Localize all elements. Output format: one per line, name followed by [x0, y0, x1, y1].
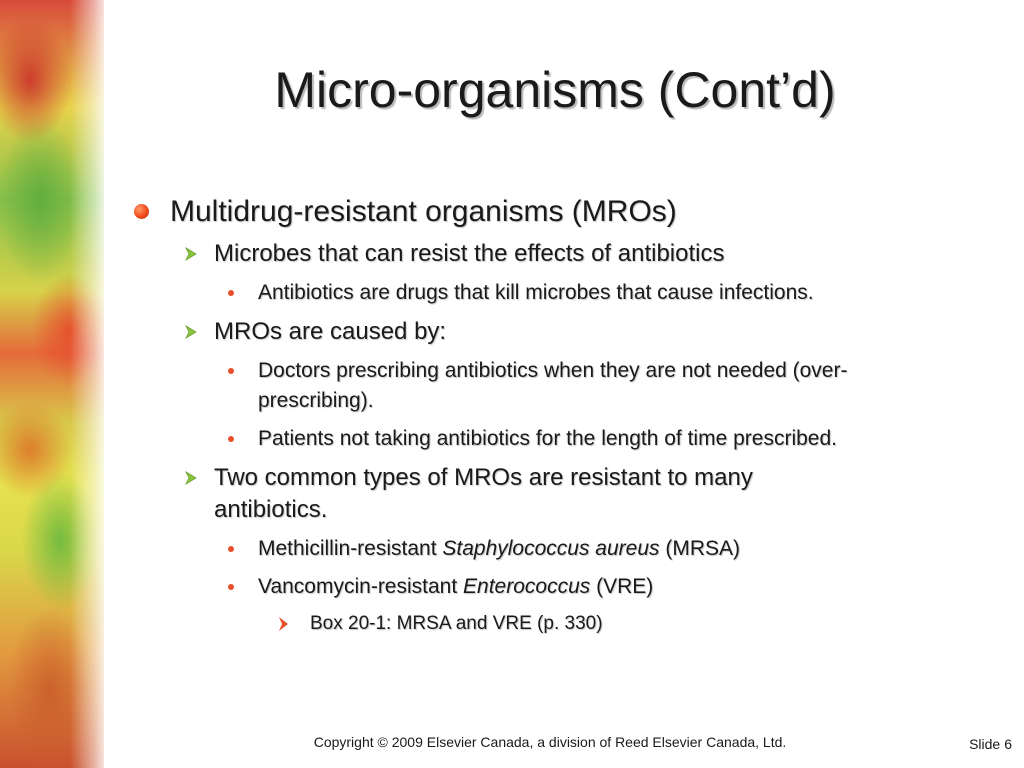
- small-dot-icon: [228, 436, 234, 442]
- bullet-text: Patients not taking antibiotics for the length of time prescribed.: [258, 427, 837, 450]
- species-name: Staphylococcus aureus: [442, 537, 660, 560]
- bullet-text: Microbes that can resist the effects of antibiotics: [214, 240, 725, 267]
- chevron-right-icon: [276, 614, 292, 634]
- bullet-level2: [170, 238, 998, 270]
- bullet-text: MROs are caused by:: [214, 318, 447, 345]
- bullet-level1: [128, 192, 998, 232]
- slide-number-value: 6: [1004, 736, 1012, 752]
- bullet-text-prefix: Vancomycin-resistant: [258, 575, 464, 598]
- bullet-text: Antibiotics are drugs that kill microbes that cause infections.: [258, 281, 814, 304]
- bullet-text: Box 20-1: MRSA and VRE (p. 330): [310, 613, 603, 634]
- bullet-level3: [216, 572, 998, 602]
- bullet-text: Multidrug-resistant organisms (MROs): [170, 195, 677, 228]
- slide-title: Micro-organisms (Cont’d): [274, 62, 836, 118]
- bullet-text-suffix: (VRE): [590, 575, 654, 598]
- small-dot-icon: [228, 368, 234, 374]
- bullet-list: [128, 192, 998, 638]
- bullet-text-line: antibiotics.: [214, 496, 328, 523]
- species-name: Enterococcus: [463, 575, 591, 598]
- bullet-text-suffix: (MRSA): [659, 537, 741, 560]
- bullet-level3: [216, 278, 998, 308]
- slide-label: Slide: [969, 736, 1001, 752]
- bullet-text-prefix: Methicillin-resistant: [258, 537, 443, 560]
- small-dot-icon: [228, 584, 234, 590]
- side-band-fade: [70, 0, 110, 768]
- copyright-footer: Copyright © 2009 Elsevier Canada, a division of Reed Elsevier Canada, Ltd.: [313, 734, 787, 750]
- bullet-text-line: prescribing).: [258, 389, 374, 412]
- green-arrow-icon: [182, 322, 202, 342]
- bullet-level3: [216, 424, 998, 454]
- slide-number: [965, 735, 1012, 753]
- bullet-level3: [216, 356, 998, 416]
- green-arrow-icon: [182, 244, 202, 264]
- small-dot-icon: [228, 290, 234, 296]
- bullet-text-line: Doctors prescribing antibiotics when they are not needed (over-: [258, 359, 848, 382]
- bullet-level2: [170, 316, 998, 348]
- bullet-level4: [268, 610, 998, 638]
- orange-dot-icon: [134, 204, 149, 219]
- bullet-text-line: Two common types of MROs are resistant to many: [214, 464, 753, 491]
- bullet-level3: [216, 534, 998, 564]
- bullet-level2: [170, 462, 998, 526]
- small-dot-icon: [228, 546, 234, 552]
- green-arrow-icon: [182, 468, 202, 488]
